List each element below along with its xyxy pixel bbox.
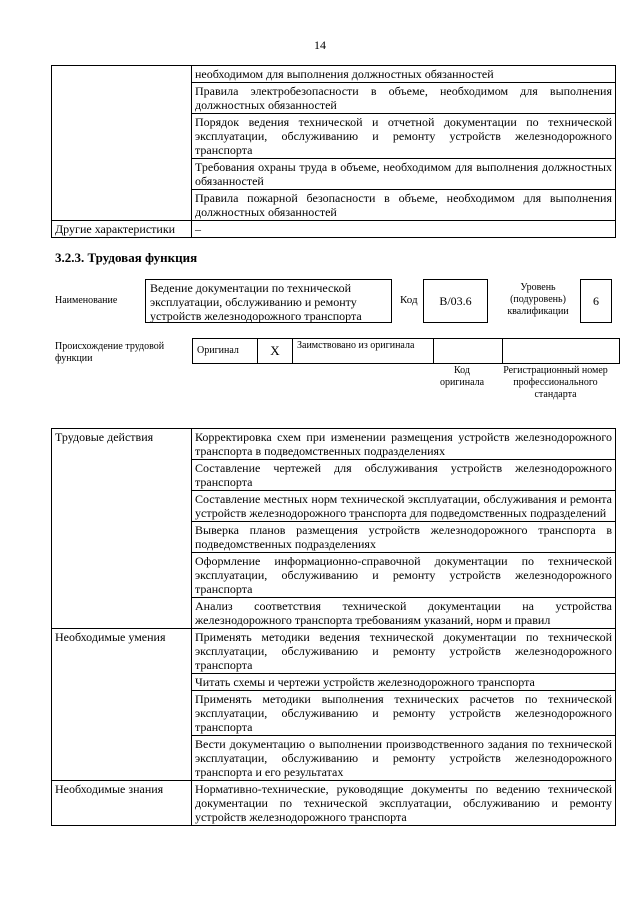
table-row [52,66,616,83]
level-value: 6 [593,294,599,308]
table-row [52,629,616,674]
origin-table [192,338,620,364]
table-cell-label [52,66,192,221]
section-title: 3.2.3. Трудовая функция [55,250,198,265]
table-row [52,781,616,826]
name-value-box [145,279,392,323]
table-cell-text: Читать схемы и чертежи устройств железнодорожного транспорта [192,674,616,691]
code-value: В/03.6 [439,294,472,308]
group-label: Необходимые знания [52,781,192,826]
table-cell-text: Правила пожарной безопасности в объеме, необходимом для выполнения должностных обязанностей [192,190,616,221]
origin-label: Происхождение трудовой функции [55,341,165,364]
table-cell-text: Выверка планов размещения устройств железнодорожного транспорта в подведомственных подразделениях [192,522,616,553]
table-cell-text: Составление местных норм технической эксплуатации, обслуживания и ремонта устройств железнодорожного транспорта для подведомственных подразделений [192,491,616,522]
table-cell-text: Оформление информационно-справочной документации по технической эксплуатации, обслуживанию и ремонту устройств железнодорожного транспорта [192,553,616,598]
table-cell-text: Составление чертежей для обслуживания устройств железнодорожного транспорта [192,460,616,491]
level-label: Уровень (подуровень) квалификации [507,282,569,317]
level-value-box [580,279,612,323]
group-label: Трудовые действия [52,429,192,629]
table-cell-text: Анализ соответствия технической документации на устройства железнодорожного транспорта требованиям указаний, норм и правил [192,598,616,629]
original-label: Оригинал [197,345,239,356]
top-table [51,65,616,238]
code-original-cell [434,339,503,364]
group-label: Необходимые умения [52,629,192,781]
reg-number-label: Регистрационный номер профессионального стандарта [503,365,608,400]
table-cell-text: Порядок ведения технической и отчетной документации по технической эксплуатации, обслуживанию и ремонту устройств железнодорожного транспорта [192,114,616,159]
reg-number-cell [503,339,620,364]
original-cell [193,339,258,364]
table-cell-text: Применять методики выполнения технических расчетов по технической эксплуатации, обслуживанию и ремонту устройств железнодорожного транспорта [192,691,616,736]
borrowed-label: Заимствовано из оригинала [297,340,415,351]
table-cell-text: Нормативно-технические, руководящие документы по ведению технической документации по технической эксплуатации, обслуживанию и ремонту устройств железнодорожного транспорта [192,781,616,826]
code-label: Код [400,294,418,306]
table-cell-text: необходимом для выполнения должностных обязанностей [192,66,616,83]
table-cell-text: Вести документацию о выполнении производственного задания по технической эксплуатации, обслуживанию и ремонту устройств железнодорожного транспорта и его результатах [192,736,616,781]
code-original-label: Код оригинала [439,365,485,388]
table-cell-text: – [192,221,616,238]
table-row [193,339,620,364]
name-label: Наименование [55,295,118,306]
table-cell-text: Правила электробезопасности в объеме, необходимом для выполнения должностных обязанностей [192,83,616,114]
main-table [51,428,616,826]
original-mark: X [270,343,280,358]
table-cell-text: Корректировка схем при изменении размещения устройств железнодорожного транспорта в подведомственных подразделениях [192,429,616,460]
table-cell-text: Требования охраны труда в объеме, необходимом для выполнения должностных обязанностей [192,159,616,190]
table-row [52,221,616,238]
table-cell-text: Применять методики ведения технической документации по технической эксплуатации, обслуживанию и ремонту устройств железнодорожного транспорта [192,629,616,674]
original-mark-cell [258,339,293,364]
table-row [52,429,616,460]
page-number: 14 [314,38,326,52]
name-value: Ведение документации по технической эксплуатации, обслуживанию и ремонту устройств железнодорожного транспорта [150,281,362,323]
table-cell-label: Другие характеристики [52,221,192,238]
borrowed-cell [293,339,434,364]
code-value-box [423,279,488,323]
